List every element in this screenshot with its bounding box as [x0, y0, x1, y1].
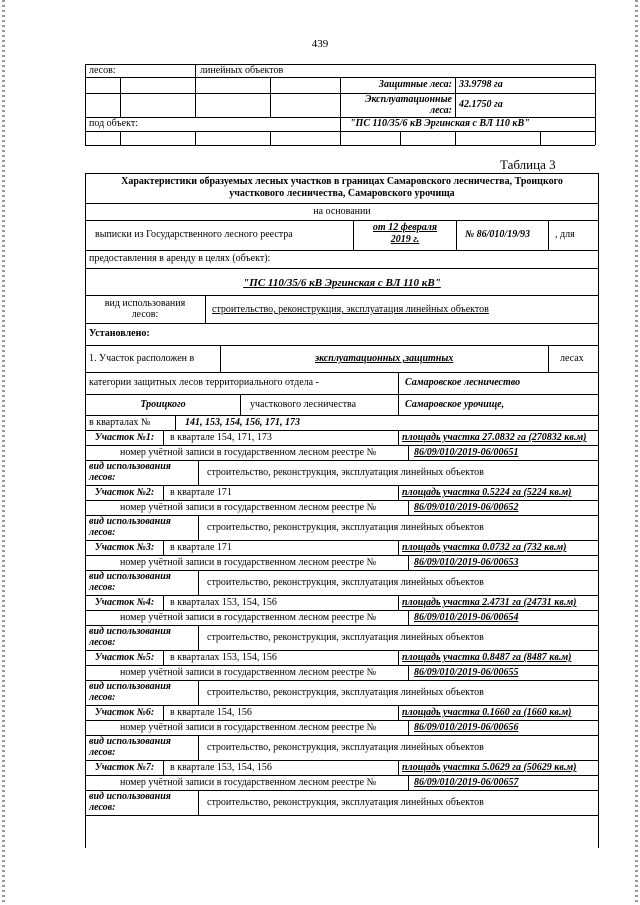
plot-registry-number: 86/09/010/2019-06/00654 — [414, 612, 519, 623]
protective-forest-label: Защитные леса: — [378, 79, 452, 90]
plot-quarter: в кварталах 153, 154, 156 — [170, 597, 277, 608]
forest-types: эксплуатационных ,защитных — [315, 353, 454, 364]
forests-word: лесах — [560, 353, 584, 364]
plot-usage-label-line1: вид использования — [89, 626, 171, 637]
plot-label: Участок №2: — [94, 487, 155, 498]
plot-usage-label-line1: вид использования — [89, 791, 171, 802]
plot-quarter: в квартале 154, 156 — [170, 707, 252, 718]
quarters-label: в кварталах № — [89, 417, 151, 428]
plot-usage-label-line2: лесов: — [89, 747, 116, 758]
plot-usage-value: строительство, реконструкция, эксплуатация линейных объектов — [207, 687, 484, 698]
top-row-value: линейных объектов — [200, 65, 284, 76]
plot-label: Участок №4: — [94, 597, 155, 608]
plot-quarter: в кварталах 153, 154, 156 — [170, 652, 277, 663]
usage-label-line1: вид использования — [104, 298, 186, 309]
plot-usage-label-line2: лесов: — [89, 692, 116, 703]
plot-quarter: в квартале 171 — [170, 487, 232, 498]
district-name: Троицкого — [140, 399, 186, 410]
protective-forest-value: 33.9798 га — [459, 79, 503, 90]
usage-label-line2: лесов: — [131, 309, 159, 320]
plot-registry-number: 86/09/010/2019-06/00653 — [414, 557, 519, 568]
usage-value: строительство, реконструкция, эксплуатация линейных объектов — [212, 304, 489, 315]
plot-registry-number: 86/09/010/2019-06/00651 — [414, 447, 519, 458]
plot-area: площадь участка 0.0732 га (732 кв.м) — [402, 542, 567, 553]
plot-area: площадь участка 0.1660 га (1660 кв.м) — [402, 707, 572, 718]
established-label: Установлено: — [89, 328, 150, 339]
plot-registry-label: номер учётной записи в государственном лесном реестре № — [120, 777, 377, 788]
plot-usage-value: строительство, реконструкция, эксплуатация линейных объектов — [207, 577, 484, 588]
extract-text: выписки из Государственного лесного реестра — [95, 229, 293, 240]
plot-usage-value: строительство, реконструкция, эксплуатация линейных объектов — [207, 467, 484, 478]
plot-area: площадь участка 0.5224 га (5224 кв.м) — [402, 487, 572, 498]
plot-label: Участок №1: — [94, 432, 155, 443]
extract-number: № 86/010/19/93 — [465, 229, 530, 240]
located-text: 1. Участок расположен в — [89, 353, 195, 364]
plot-quarter: в квартале 153, 154, 156 — [170, 762, 272, 773]
provision-text: предоставления в аренду в целях (объект): — [89, 253, 271, 264]
category-text: категории защитных лесов территориального отдела - — [89, 377, 319, 388]
plot-registry-number: 86/09/010/2019-06/00655 — [414, 667, 519, 678]
operational-forest-label-1: Эксплуатационные — [364, 94, 452, 105]
plot-usage-label-line1: вид использования — [89, 516, 171, 527]
plot-usage-value: строительство, реконструкция, эксплуатация линейных объектов — [207, 797, 484, 808]
plot-area: площадь участка 2.4731 га (24731 кв.м) — [402, 597, 577, 608]
top-row-label: лесов: — [89, 65, 116, 76]
plot-registry-label: номер учётной записи в государственном лесном реестре № — [120, 612, 377, 623]
extract-date-line1: от 12 февраля — [372, 222, 438, 233]
plot-quarter: в квартале 171 — [170, 542, 232, 553]
plot-usage-value: строительство, реконструкция, эксплуатация линейных объектов — [207, 632, 484, 643]
plot-usage-label-line2: лесов: — [89, 637, 116, 648]
plot-registry-label: номер учётной записи в государственном лесном реестре № — [120, 722, 377, 733]
plot-label: Участок №3: — [94, 542, 155, 553]
subobject-value: "ПС 110/35/6 кВ Эргинская с ВЛ 110 кВ" — [350, 118, 530, 129]
forestry-name: Самаровское лесничество — [405, 377, 521, 388]
quarters-value: 141, 153, 154, 156, 171, 173 — [185, 417, 300, 428]
object-name: "ПС 110/35/6 кВ Эргинская с ВЛ 110 кВ" — [243, 277, 441, 289]
plot-usage-value: строительство, реконструкция, эксплуатация линейных объектов — [207, 522, 484, 533]
plot-registry-number: 86/09/010/2019-06/00652 — [414, 502, 519, 513]
plot-usage-label-line2: лесов: — [89, 582, 116, 593]
basis-text: на основании — [313, 206, 371, 217]
plot-area: площадь участка 0.8487 га (8487 кв.м) — [402, 652, 572, 663]
plot-usage-label-line1: вид использования — [89, 571, 171, 582]
plot-usage-label-line1: вид использования — [89, 461, 171, 472]
operational-forest-label-2: леса: — [430, 105, 452, 116]
plot-label: Участок №6: — [94, 707, 155, 718]
subobject-label: под объект: — [89, 118, 138, 129]
page-number: 439 — [311, 38, 329, 50]
tract-name: Самаровское урочище, — [405, 399, 505, 410]
plot-usage-label-line1: вид использования — [89, 681, 171, 692]
plot-registry-number: 86/09/010/2019-06/00657 — [414, 777, 519, 788]
plot-registry-label: номер учётной записи в государственном лесном реестре № — [120, 667, 377, 678]
operational-forest-value: 42.1750 га — [459, 99, 503, 110]
plot-registry-label: номер учётной записи в государственном лесном реестре № — [120, 557, 377, 568]
plot-registry-label: номер учётной записи в государственном лесном реестре № — [120, 447, 377, 458]
plot-area: площадь участка 5.0629 га (50629 кв.м) — [402, 762, 577, 773]
scan-edge-right — [635, 0, 638, 905]
plot-usage-label-line1: вид использования — [89, 736, 171, 747]
plot-label: Участок №7: — [94, 762, 155, 773]
district-text: участкового лесничества — [250, 399, 357, 410]
plot-usage-label-line2: лесов: — [89, 802, 116, 813]
plot-usage-value: строительство, реконструкция, эксплуатация линейных объектов — [207, 742, 484, 753]
scan-edge-left — [2, 0, 5, 905]
plot-usage-label-line2: лесов: — [89, 527, 116, 538]
for-text: , для — [555, 229, 575, 240]
main-title-line1: Характеристики образуемых лесных участков в границах Самаровского лесничества, Троицкого — [121, 176, 563, 187]
extract-date-line2: 2019 г. — [390, 234, 420, 245]
plot-registry-label: номер учётной записи в государственном лесном реестре № — [120, 502, 377, 513]
plot-label: Участок №5: — [94, 652, 155, 663]
plot-area: площадь участка 27.0832 га (270832 кв.м) — [402, 432, 587, 443]
plot-registry-number: 86/09/010/2019-06/00656 — [414, 722, 519, 733]
plot-quarter: в квартале 154, 171, 173 — [170, 432, 272, 443]
table-caption: Таблица 3 — [500, 157, 556, 172]
plot-usage-label-line2: лесов: — [89, 472, 116, 483]
main-title-line2: участкового лесничества, Самаровского урочища — [229, 188, 455, 199]
